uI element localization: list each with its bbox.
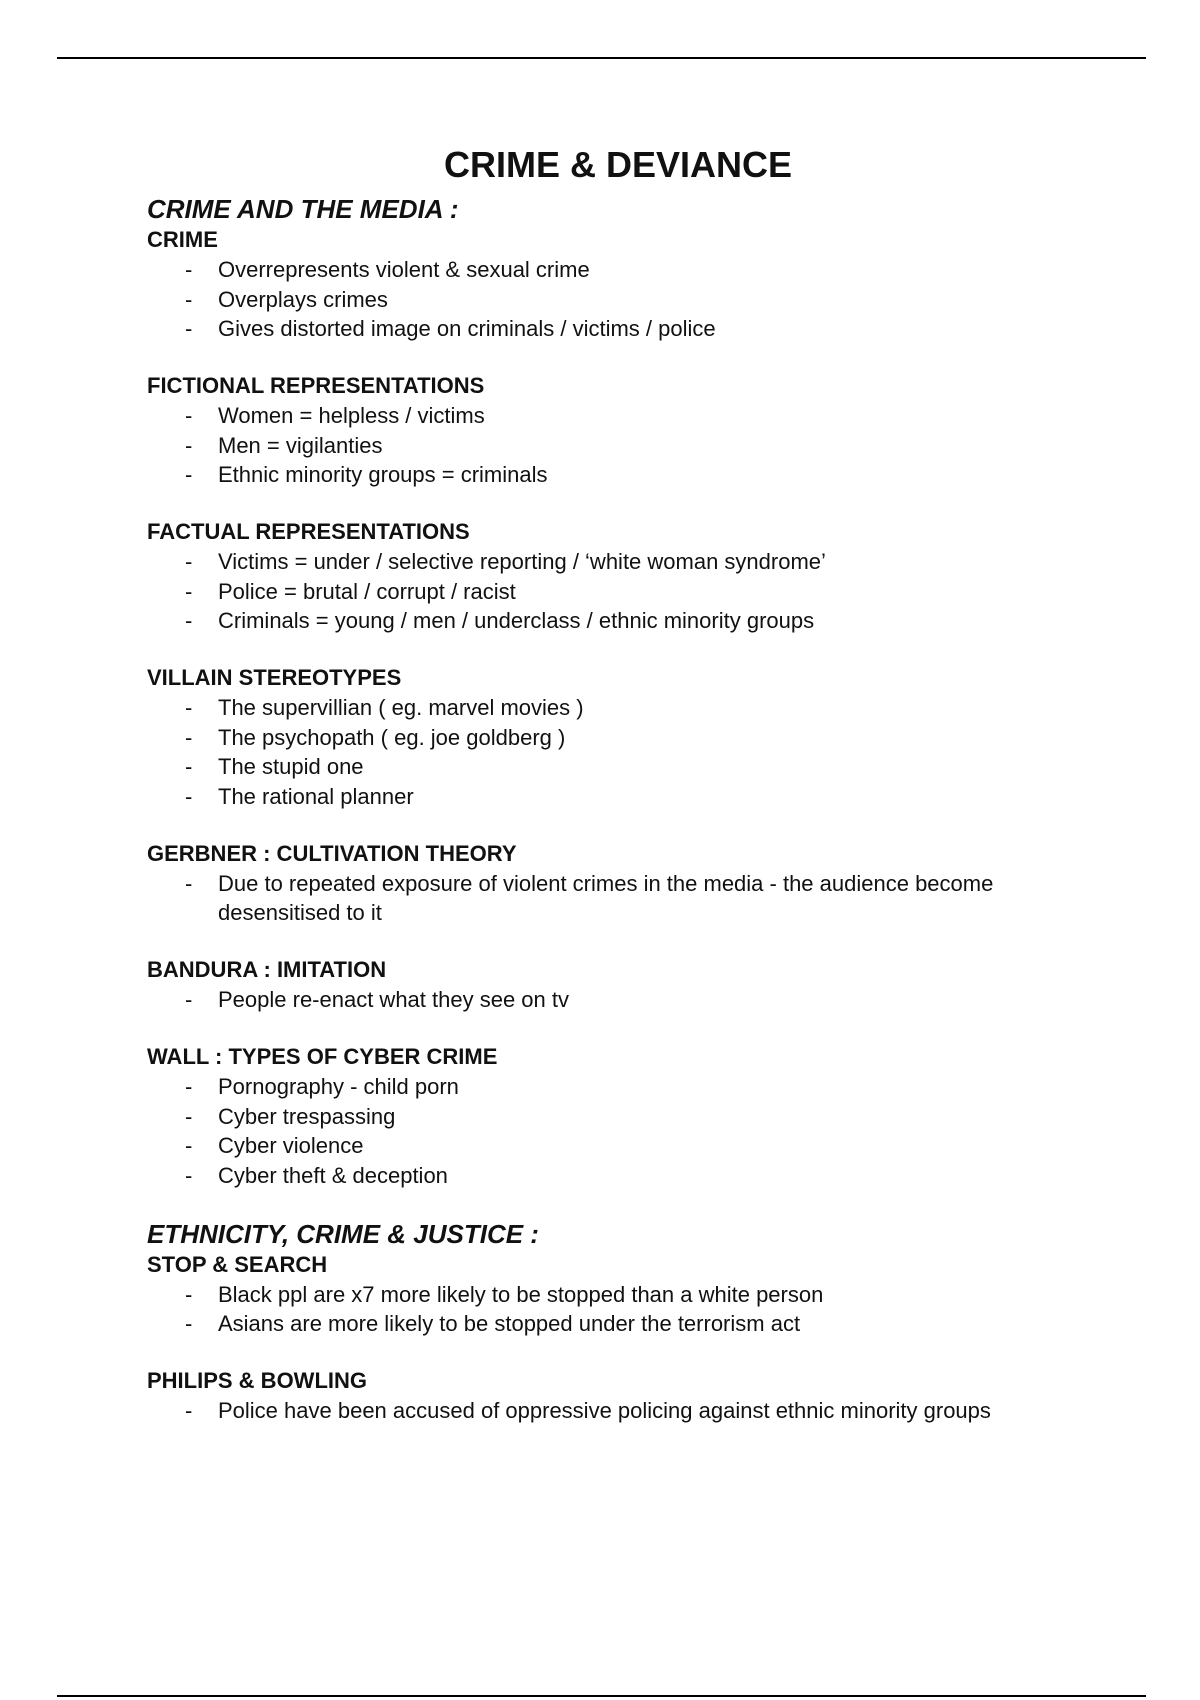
subsection-factual-representations [147, 517, 1107, 636]
list-item [147, 1309, 1107, 1339]
list-item [147, 869, 1107, 928]
bullet-dash: - [185, 724, 193, 750]
list-item [147, 431, 1107, 461]
list-item [147, 606, 1107, 636]
list-item [147, 285, 1107, 315]
subsection-heading: WALL : TYPES OF CYBER CRIME [147, 1044, 498, 1069]
list-item-text: Police have been accused of oppressive policing against ethnic minority groups [218, 1398, 991, 1423]
bullet-dash: - [185, 432, 193, 458]
bullet-dash: - [185, 549, 193, 574]
bullet-dash: - [185, 316, 193, 341]
list-item-text: Women = helpless / victims [218, 403, 485, 428]
list-item-text: Pornography - child porn [218, 1074, 459, 1099]
list-item [147, 460, 1107, 490]
bullet-dash: - [185, 578, 193, 604]
list-item-text: Cyber trespassing [218, 1103, 396, 1129]
bullet-dash: - [185, 870, 193, 896]
section-crime-and-the-media [147, 193, 1107, 1190]
document-body [147, 193, 1107, 1453]
subsection-stop-and-search [147, 1250, 1107, 1339]
list-item-text: Due to repeated exposure of violent crimes in the media - the audience become desensitised to it [218, 870, 994, 925]
subsection-heading: FICTIONAL REPRESENTATIONS [147, 373, 485, 398]
section-ethnicity-crime-and-justice [147, 1218, 1107, 1426]
list-item [147, 693, 1107, 723]
list-item-text: Victims = under / selective reporting / ‘white woman syndrome’ [218, 549, 826, 574]
bottom-rule [57, 1695, 1146, 1697]
list-item [147, 1280, 1107, 1310]
list-item-text: Overplays crimes [218, 286, 388, 312]
list-item [147, 1072, 1107, 1102]
subsection-fictional-representations [147, 371, 1107, 490]
bullet-dash: - [185, 403, 193, 428]
list-item-text: Gives distorted image on criminals / victims / police [218, 316, 716, 341]
list-item [147, 723, 1107, 753]
list-item [147, 752, 1107, 782]
list-item-text: The psychopath ( eg. joe goldberg ) [218, 724, 566, 750]
document-title: CRIME & DEVIANCE [443, 144, 793, 185]
bullet-dash: - [185, 1398, 193, 1423]
bullet-dash: - [185, 987, 193, 1012]
bullet-dash: - [185, 695, 193, 720]
bullet-list [147, 1280, 1107, 1339]
list-item [147, 577, 1107, 607]
bullet-list [147, 255, 1107, 344]
list-item [147, 1131, 1107, 1161]
bullet-dash: - [185, 1162, 193, 1188]
subsection-gerbner-cultivation-theory [147, 839, 1107, 928]
bullet-dash: - [185, 754, 193, 779]
list-item-text: Police = brutal / corrupt / racist [218, 578, 516, 604]
subsection-heading: CRIME [147, 227, 218, 252]
list-item [147, 985, 1107, 1015]
subsection-wall-types-of-cyber-crime [147, 1042, 1107, 1190]
subsection-crime [147, 225, 1107, 344]
top-rule [57, 57, 1146, 59]
list-item-text: The stupid one [218, 754, 364, 779]
list-item [147, 1161, 1107, 1191]
list-item [147, 255, 1107, 285]
bullet-dash: - [185, 286, 193, 312]
bullet-dash: - [185, 608, 193, 633]
list-item-text: Overrepresents violent & sexual crime [218, 257, 590, 282]
subsection-heading: GERBNER : CULTIVATION THEORY [147, 840, 517, 866]
bullet-list [147, 985, 1107, 1015]
bullet-list [147, 693, 1107, 811]
list-item-text: Black ppl are x7 more likely to be stopped than a white person [218, 1281, 824, 1307]
list-item-text: Cyber theft & deception [218, 1162, 448, 1188]
subsection-heading: FACTUAL REPRESENTATIONS [147, 519, 470, 544]
list-item-text: Cyber violence [218, 1133, 364, 1158]
list-item-text: Criminals = young / men / underclass / ethnic minority groups [218, 608, 815, 633]
bullet-dash: - [185, 257, 193, 282]
list-item [147, 1396, 1107, 1426]
bullet-list [147, 401, 1107, 490]
section-heading: ETHNICITY, CRIME & JUSTICE : [147, 1218, 539, 1249]
bullet-dash: - [185, 1133, 193, 1158]
subsection-heading: PHILIPS & BOWLING [147, 1368, 367, 1393]
bullet-dash: - [185, 783, 193, 809]
list-item [147, 782, 1107, 812]
list-item [147, 401, 1107, 431]
subsection-villain-stereotypes [147, 663, 1107, 811]
bullet-list [147, 869, 1107, 928]
subsection-heading: STOP & SEARCH [147, 1251, 328, 1277]
list-item-text: Men = vigilanties [218, 432, 383, 458]
list-item-text: Ethnic minority groups = criminals [218, 462, 548, 487]
list-item [147, 1102, 1107, 1132]
bullet-dash: - [185, 1074, 193, 1099]
bullet-dash: - [185, 462, 193, 487]
bullet-dash: - [185, 1103, 193, 1129]
subsection-heading: VILLAIN STEREOTYPES [147, 665, 402, 690]
section-heading: CRIME AND THE MEDIA : [147, 194, 459, 224]
bullet-list [147, 1396, 1107, 1426]
subsection-bandura-imitation [147, 955, 1107, 1015]
list-item-text: The supervillian ( eg. marvel movies ) [218, 695, 584, 720]
list-item-text: People re-enact what they see on tv [218, 987, 569, 1012]
bullet-dash: - [185, 1311, 193, 1336]
bullet-dash: - [185, 1281, 193, 1307]
list-item-text: The rational planner [218, 783, 414, 809]
bullet-list [147, 1072, 1107, 1190]
subsection-heading: BANDURA : IMITATION [147, 957, 387, 982]
bullet-list [147, 547, 1107, 636]
list-item [147, 547, 1107, 577]
subsection-philips-and-bowling [147, 1366, 1107, 1426]
list-item-text: Asians are more likely to be stopped under the terrorism act [218, 1311, 801, 1336]
list-item [147, 314, 1107, 344]
